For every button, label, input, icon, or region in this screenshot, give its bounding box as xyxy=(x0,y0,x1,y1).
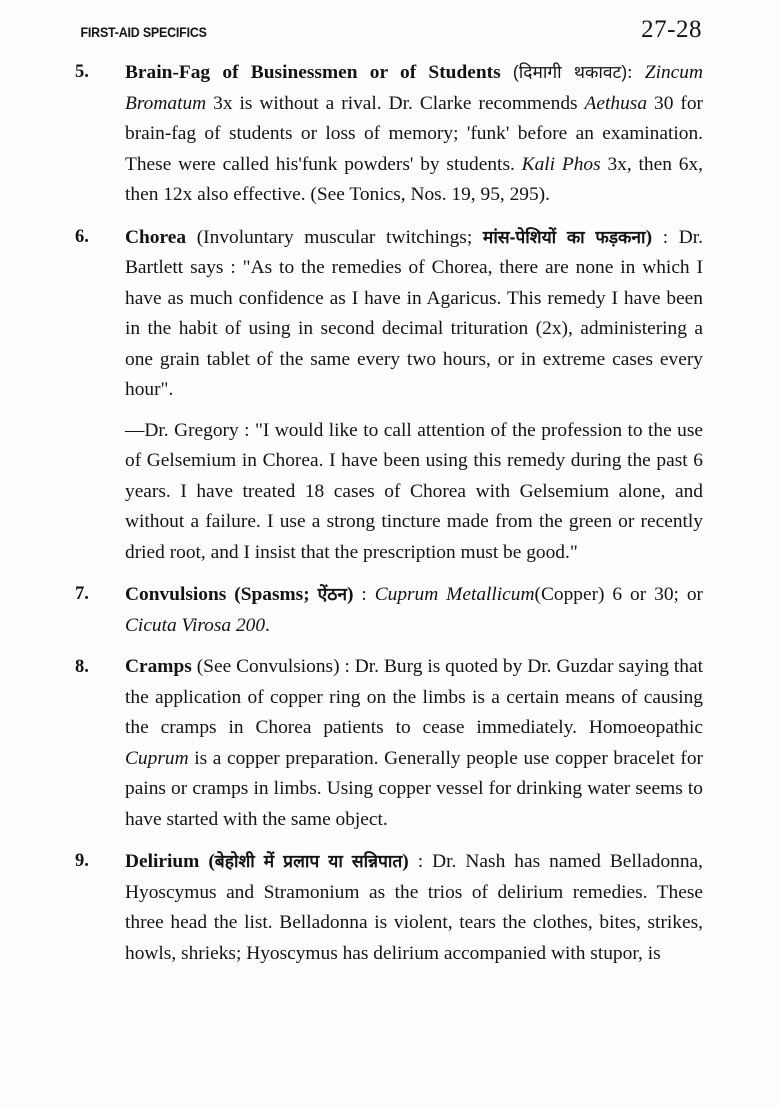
item-number: 8. xyxy=(75,657,89,677)
item-text: : Dr. Nash has named Belladonna, Hyoscymus and Stramonium as the trios of delirium remedies. These three head the list. Belladonna is violent, tears the clothes, bites, strikes, howls, shrieks; Hyoscymus has delirium accompanied with stupor, is xyxy=(125,851,703,964)
item-quote-paragraph: —Dr. Gregory : "I would like to call attention of the profession to the use of Gelsemium in Chorea. I have been using this remedy during the past 6 years. I have treated 18 cases of Chorea with Gelsemium alone, and without a failure. I use a strong tincture made from the green or recently dried root, and I insist that the prescription must be good." xyxy=(125,419,703,563)
item-text: (See Convulsions) : Dr. Burg is quoted by Dr. Guzdar saying that the application of copper ring on the limbs is a certain means of causing the cramps in Chorea patients to cease immediately. Homoeopathic xyxy=(125,656,703,738)
item-gloss-open: ( xyxy=(199,851,215,872)
list-item xyxy=(75,579,703,641)
item-title-close: ) xyxy=(346,584,354,605)
item-body xyxy=(125,222,703,569)
item-gloss-close: ) xyxy=(402,851,409,872)
remedy-name: Aethusa xyxy=(584,92,648,114)
item-body xyxy=(125,57,703,211)
item-lead: : xyxy=(353,584,375,605)
list-item xyxy=(75,846,703,969)
item-title: Chorea xyxy=(125,226,187,248)
item-body xyxy=(125,652,703,835)
list-item xyxy=(75,222,703,569)
item-number: 9. xyxy=(75,851,89,871)
remedy-name: Cicuta Virosa 200 xyxy=(125,614,266,636)
remedy-name: Cuprum Metallicum xyxy=(374,584,535,605)
item-body xyxy=(125,846,703,969)
item-text: 30 for brain-fag of students or loss of memory; 'funk' before an examination. These were called his'funk powders' by students. xyxy=(125,92,703,175)
remedy-name: Kali Phos xyxy=(521,153,601,175)
body-column xyxy=(75,57,703,969)
item-gloss-devanagari: बेहोशी में प्रलाप या सन्निपात xyxy=(214,851,403,871)
item-title: Convulsions (Spasms; xyxy=(125,584,318,605)
item-gloss-open: (Involuntary muscular twitchings; xyxy=(186,226,483,248)
list-item xyxy=(75,57,703,211)
item-title: Cramps xyxy=(125,656,192,677)
item-number: 6. xyxy=(75,226,89,247)
remedy-name: Zincum Bromatum xyxy=(125,62,703,114)
item-body xyxy=(125,579,703,641)
item-number: 5. xyxy=(75,62,89,82)
item-text: 3x, then 6x, then 12x also effective. (See Tonics, Nos. 19, 95, 295). xyxy=(125,153,703,205)
page-number: 27-28 xyxy=(641,16,702,43)
item-text: (Copper) 6 or 30; or xyxy=(534,584,703,605)
item-number: 7. xyxy=(75,584,89,604)
item-title: Delirium xyxy=(125,851,200,872)
item-lead: : xyxy=(627,62,645,83)
item-title-devanagari: ऐंठन xyxy=(317,584,347,604)
item-text: 3x is without a rival. Dr. Clarke recommends xyxy=(206,92,585,114)
item-title: Brain-Fag of Businessmen or of Students xyxy=(125,62,501,83)
remedy-name: Cuprum xyxy=(125,747,189,769)
item-text: : Dr. Bartlett says : "As to the remedies of Chorea, there are none in which I have as much confidence as I have in Agaricus. This remedy I have been in the habit of using in second decimal trituration (2x), administering a one grain tablet of the same every two hours, or in extreme cases every hour". xyxy=(125,226,704,400)
item-gloss-close: ) xyxy=(645,226,653,248)
item-text: is a copper preparation. Generally people use copper bracelet for pains or cramps in limbs. Using copper vessel for drinking water seems to have started with the same object. xyxy=(125,747,703,830)
item-title-devanagari: (दिमागी थकावट) xyxy=(512,62,628,82)
item-text: . xyxy=(265,614,270,636)
list-item xyxy=(75,652,703,835)
running-head xyxy=(75,16,702,46)
item-gloss-devanagari: मांस-पेशियों का फड़कना xyxy=(482,226,646,247)
running-head-title: FIRST-AID SPECIFICS xyxy=(80,25,207,40)
